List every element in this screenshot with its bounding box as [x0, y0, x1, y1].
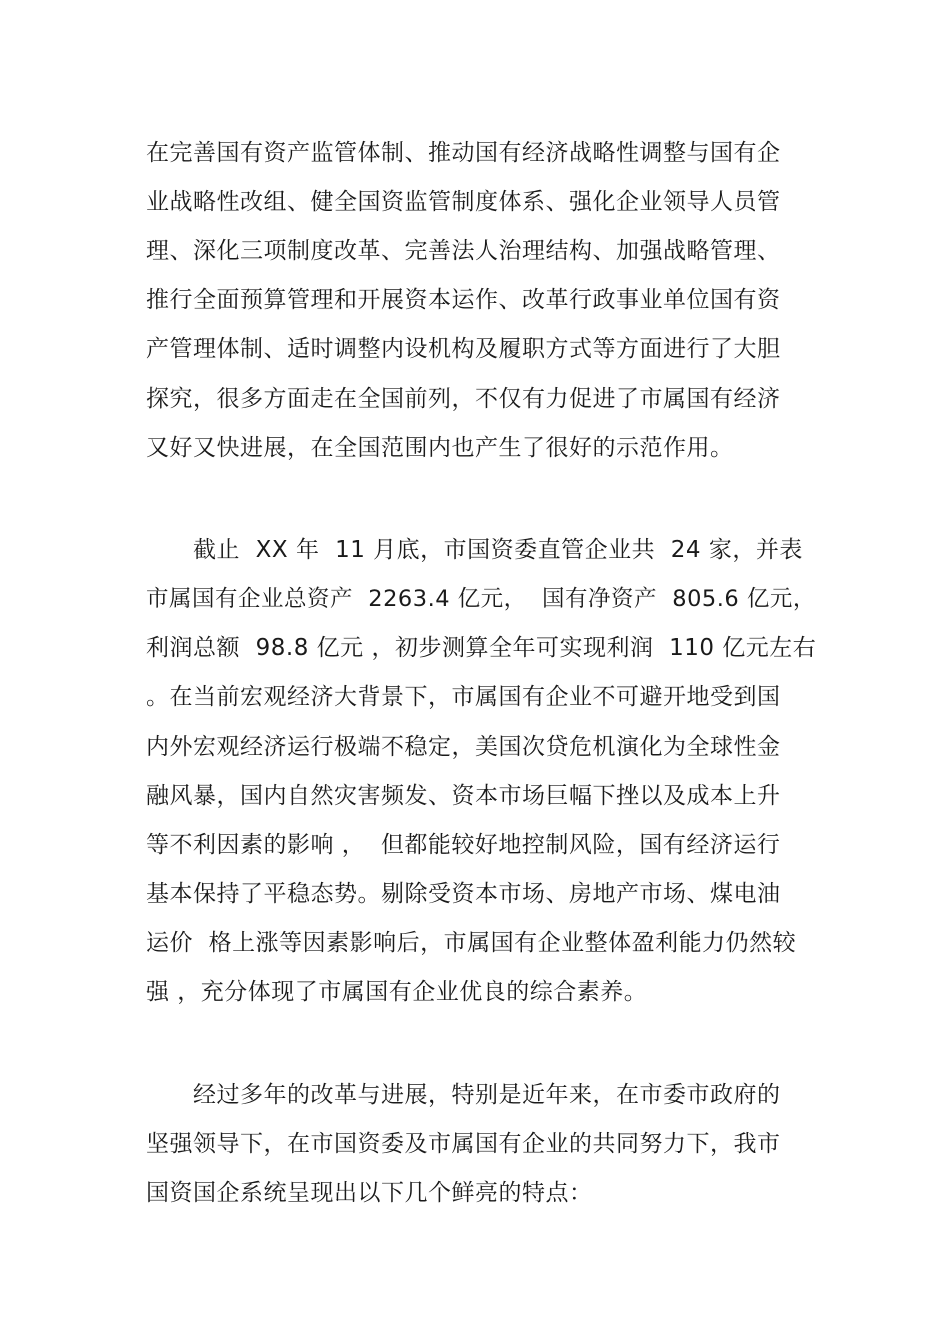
paragraph-line: 经过多年的改革与进展，特别是近年来，在市委市政府的: [193, 1082, 781, 1108]
paragraph-line: 等不利因素的影响 ， 但都能较好地控制风险，国有经济运行: [146, 832, 781, 858]
paragraph-line: 又好又快进展，在全国范围内也产生了很好的示范作用。: [146, 435, 734, 461]
paragraph-line: 坚强领导下，在市国资委及市属国有企业的共同努力下，我市: [146, 1131, 781, 1157]
paragraph-line: 探究，很多方面走在全国前列，不仅有力促进了市属国有经济: [146, 386, 781, 412]
paragraph-line: 产管理体制、适时调整内设机构及履职方式等方面进行了大胆: [146, 336, 781, 362]
paragraph-line: 国资国企系统呈现出以下几个鲜亮的特点：: [146, 1180, 593, 1206]
paragraph-line: 融风暴，国内自然灾害频发、资本市场巨幅下挫以及成本上升: [146, 783, 781, 809]
paragraph-line: 推行全面预算管理和开展资本运作、改革行政事业单位国有资: [146, 287, 781, 313]
paragraph-line: 理、深化三项制度改革、完善法人治理结构、加强战略管理、: [146, 238, 781, 264]
paragraph-line: 强 ，充分体现了市属国有企业优良的综合素养。: [146, 979, 648, 1005]
paragraph-line: 。在当前宏观经济大背景下，市属国有企业不可避开地受到国: [146, 684, 781, 710]
paragraph-line: 市属国有企业总资产 2263.4 亿元， 国有净资产 805.6 亿元，: [146, 586, 816, 612]
paragraph-line: 基本保持了平稳态势。剔除受资本市场、房地产市场、煤电油: [146, 881, 781, 907]
paragraph-line: 截止 XX 年 11 月底，市国资委直管企业共 24 家，并表: [193, 537, 803, 563]
paragraph-line: 内外宏观经济运行极端不稳定，美国次贷危机演化为全球性金: [146, 734, 781, 760]
paragraph-line: 运价 格上涨等因素影响后，市属国有企业整体盈利能力仍然较: [146, 930, 797, 956]
paragraph-line: 业战略性改组、健全国资监管制度体系、强化企业领导人员管: [146, 189, 781, 215]
paragraph-line: 利润总额 98.8 亿元 ，初步测算全年可实现利润 110 亿元左右: [146, 635, 817, 661]
paragraph-line: 在完善国有资产监管体制、推动国有经济战略性调整与国有企: [146, 140, 781, 166]
